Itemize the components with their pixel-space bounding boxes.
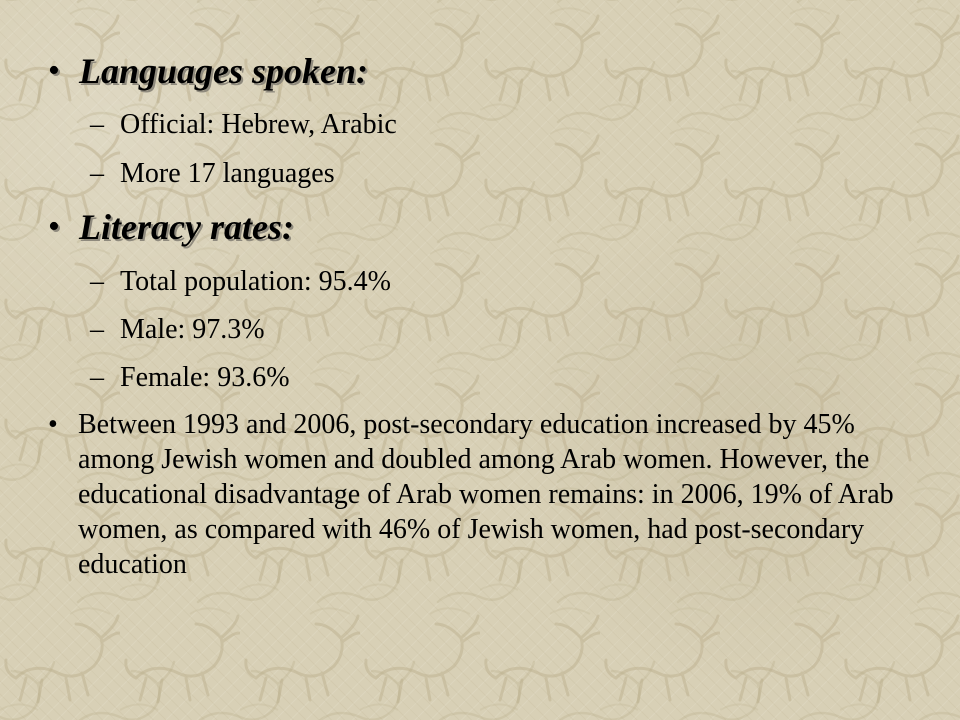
total-population-text: Total population: 95.4%: [120, 266, 392, 297]
dash-marker: –: [90, 362, 104, 393]
languages-heading-text: Languages spoken:: [79, 51, 369, 91]
dash-marker: –: [90, 158, 104, 189]
education-paragraph-text: Between 1993 and 2006, post-secondary education increased by 45% among Jewish women and doubled among Arab women. However, the educational disadvantage of Arab women remains: in 2006, 19% of Arab women, as compared with 46% of Jewish women, had post-secondary education: [78, 409, 894, 580]
female-literacy-text: Female: 93.6%: [120, 362, 290, 393]
dash-marker: –: [90, 109, 104, 140]
dash-marker: –: [90, 266, 104, 297]
male-literacy-text: Male: 97.3%: [120, 314, 265, 345]
dash-marker: –: [90, 314, 104, 345]
more-languages-text: More 17 languages: [120, 158, 335, 189]
literacy-heading-text: Literacy rates:: [79, 207, 294, 247]
bullet-icon: •: [48, 208, 60, 245]
bullet-icon: •: [48, 409, 58, 440]
bullet-icon: •: [48, 52, 60, 89]
official-languages-text: Official: Hebrew, Arabic: [120, 109, 397, 140]
